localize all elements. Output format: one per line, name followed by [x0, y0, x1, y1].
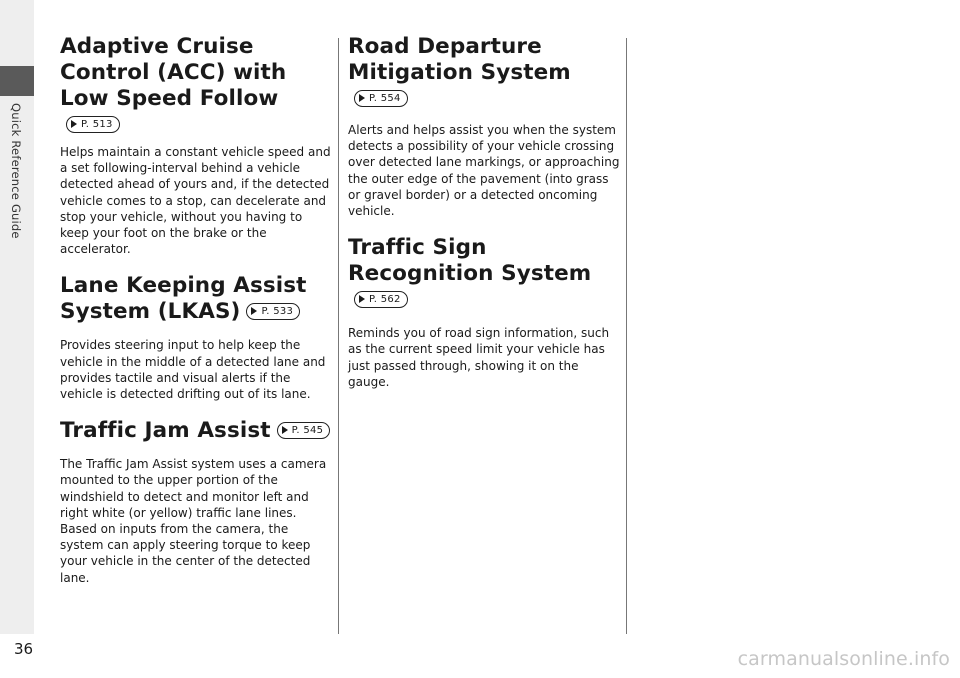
- page-reference-link[interactable]: P. 554: [354, 90, 408, 107]
- right-column: [348, 34, 620, 402]
- section-traffic-jam-assist: [60, 418, 332, 586]
- section-body: Reminds you of road sign information, such as the current speed limit your vehicle has just passed through, showing it on the gauge.: [348, 326, 610, 389]
- page-reference-link[interactable]: P. 513: [66, 116, 120, 133]
- section-lkas: [60, 273, 332, 402]
- sidebar: [0, 0, 34, 634]
- column-divider-left: [338, 38, 339, 634]
- page-reference-link[interactable]: P. 533: [246, 303, 300, 320]
- section-body: The Traffic Jam Assist system uses a camera mounted to the upper portion of the windshield to detect and monitor left and right white (or yellow) traffic lane lines. Based on inputs from the camera, the system can apply steering torque to keep your vehicle in the center of the detected lane.: [60, 457, 327, 585]
- section-title: [60, 34, 332, 138]
- section-title-text: Traffic Jam Assist: [60, 418, 271, 444]
- section-title-text: Traffic Sign Recognition System: [348, 235, 592, 287]
- left-column: [60, 34, 332, 598]
- section-acc: [60, 34, 332, 257]
- page-reference-link[interactable]: P. 545: [277, 422, 331, 439]
- section-title: [348, 235, 620, 313]
- section-road-departure: [348, 34, 620, 219]
- watermark: carmanualsonline.info: [737, 648, 950, 670]
- section-title-text: Adaptive Cruise Control (ACC) with Low Speed Follow: [60, 34, 287, 111]
- column-divider-right: [626, 38, 627, 634]
- section-body: Alerts and helps assist you when the system detects a possibility of your vehicle crossing over detected lane markings, or approaching the outer edge of the pavement (into grass or gravel border) or a detected oncoming vehicle.: [348, 123, 620, 219]
- section-title-text: Road Departure Mitigation System: [348, 34, 571, 85]
- sidebar-section-tab: [0, 66, 34, 96]
- section-title-text: Lane Keeping Assist System (LKAS): [60, 273, 307, 325]
- page-reference-link[interactable]: P. 562: [354, 291, 408, 308]
- section-title: [60, 418, 332, 444]
- section-title: [60, 273, 332, 325]
- section-traffic-sign-recognition: [348, 235, 620, 390]
- section-body: Helps maintain a constant vehicle speed and a set following-interval behind a vehicle detected ahead of yours and, if the detected vehicle comes to a stop, can decelerate and stop your vehicle, without you having to keep your foot on the brake or the accelerator.: [60, 145, 331, 257]
- sidebar-label: Quick Reference Guide: [9, 103, 23, 239]
- page-number: 36: [14, 640, 34, 658]
- section-body: Provides steering input to help keep the vehicle in the middle of a detected lane and provides tactile and visual alerts if the vehicle is detected drifting out of its lane.: [60, 338, 326, 402]
- section-title: [348, 34, 620, 112]
